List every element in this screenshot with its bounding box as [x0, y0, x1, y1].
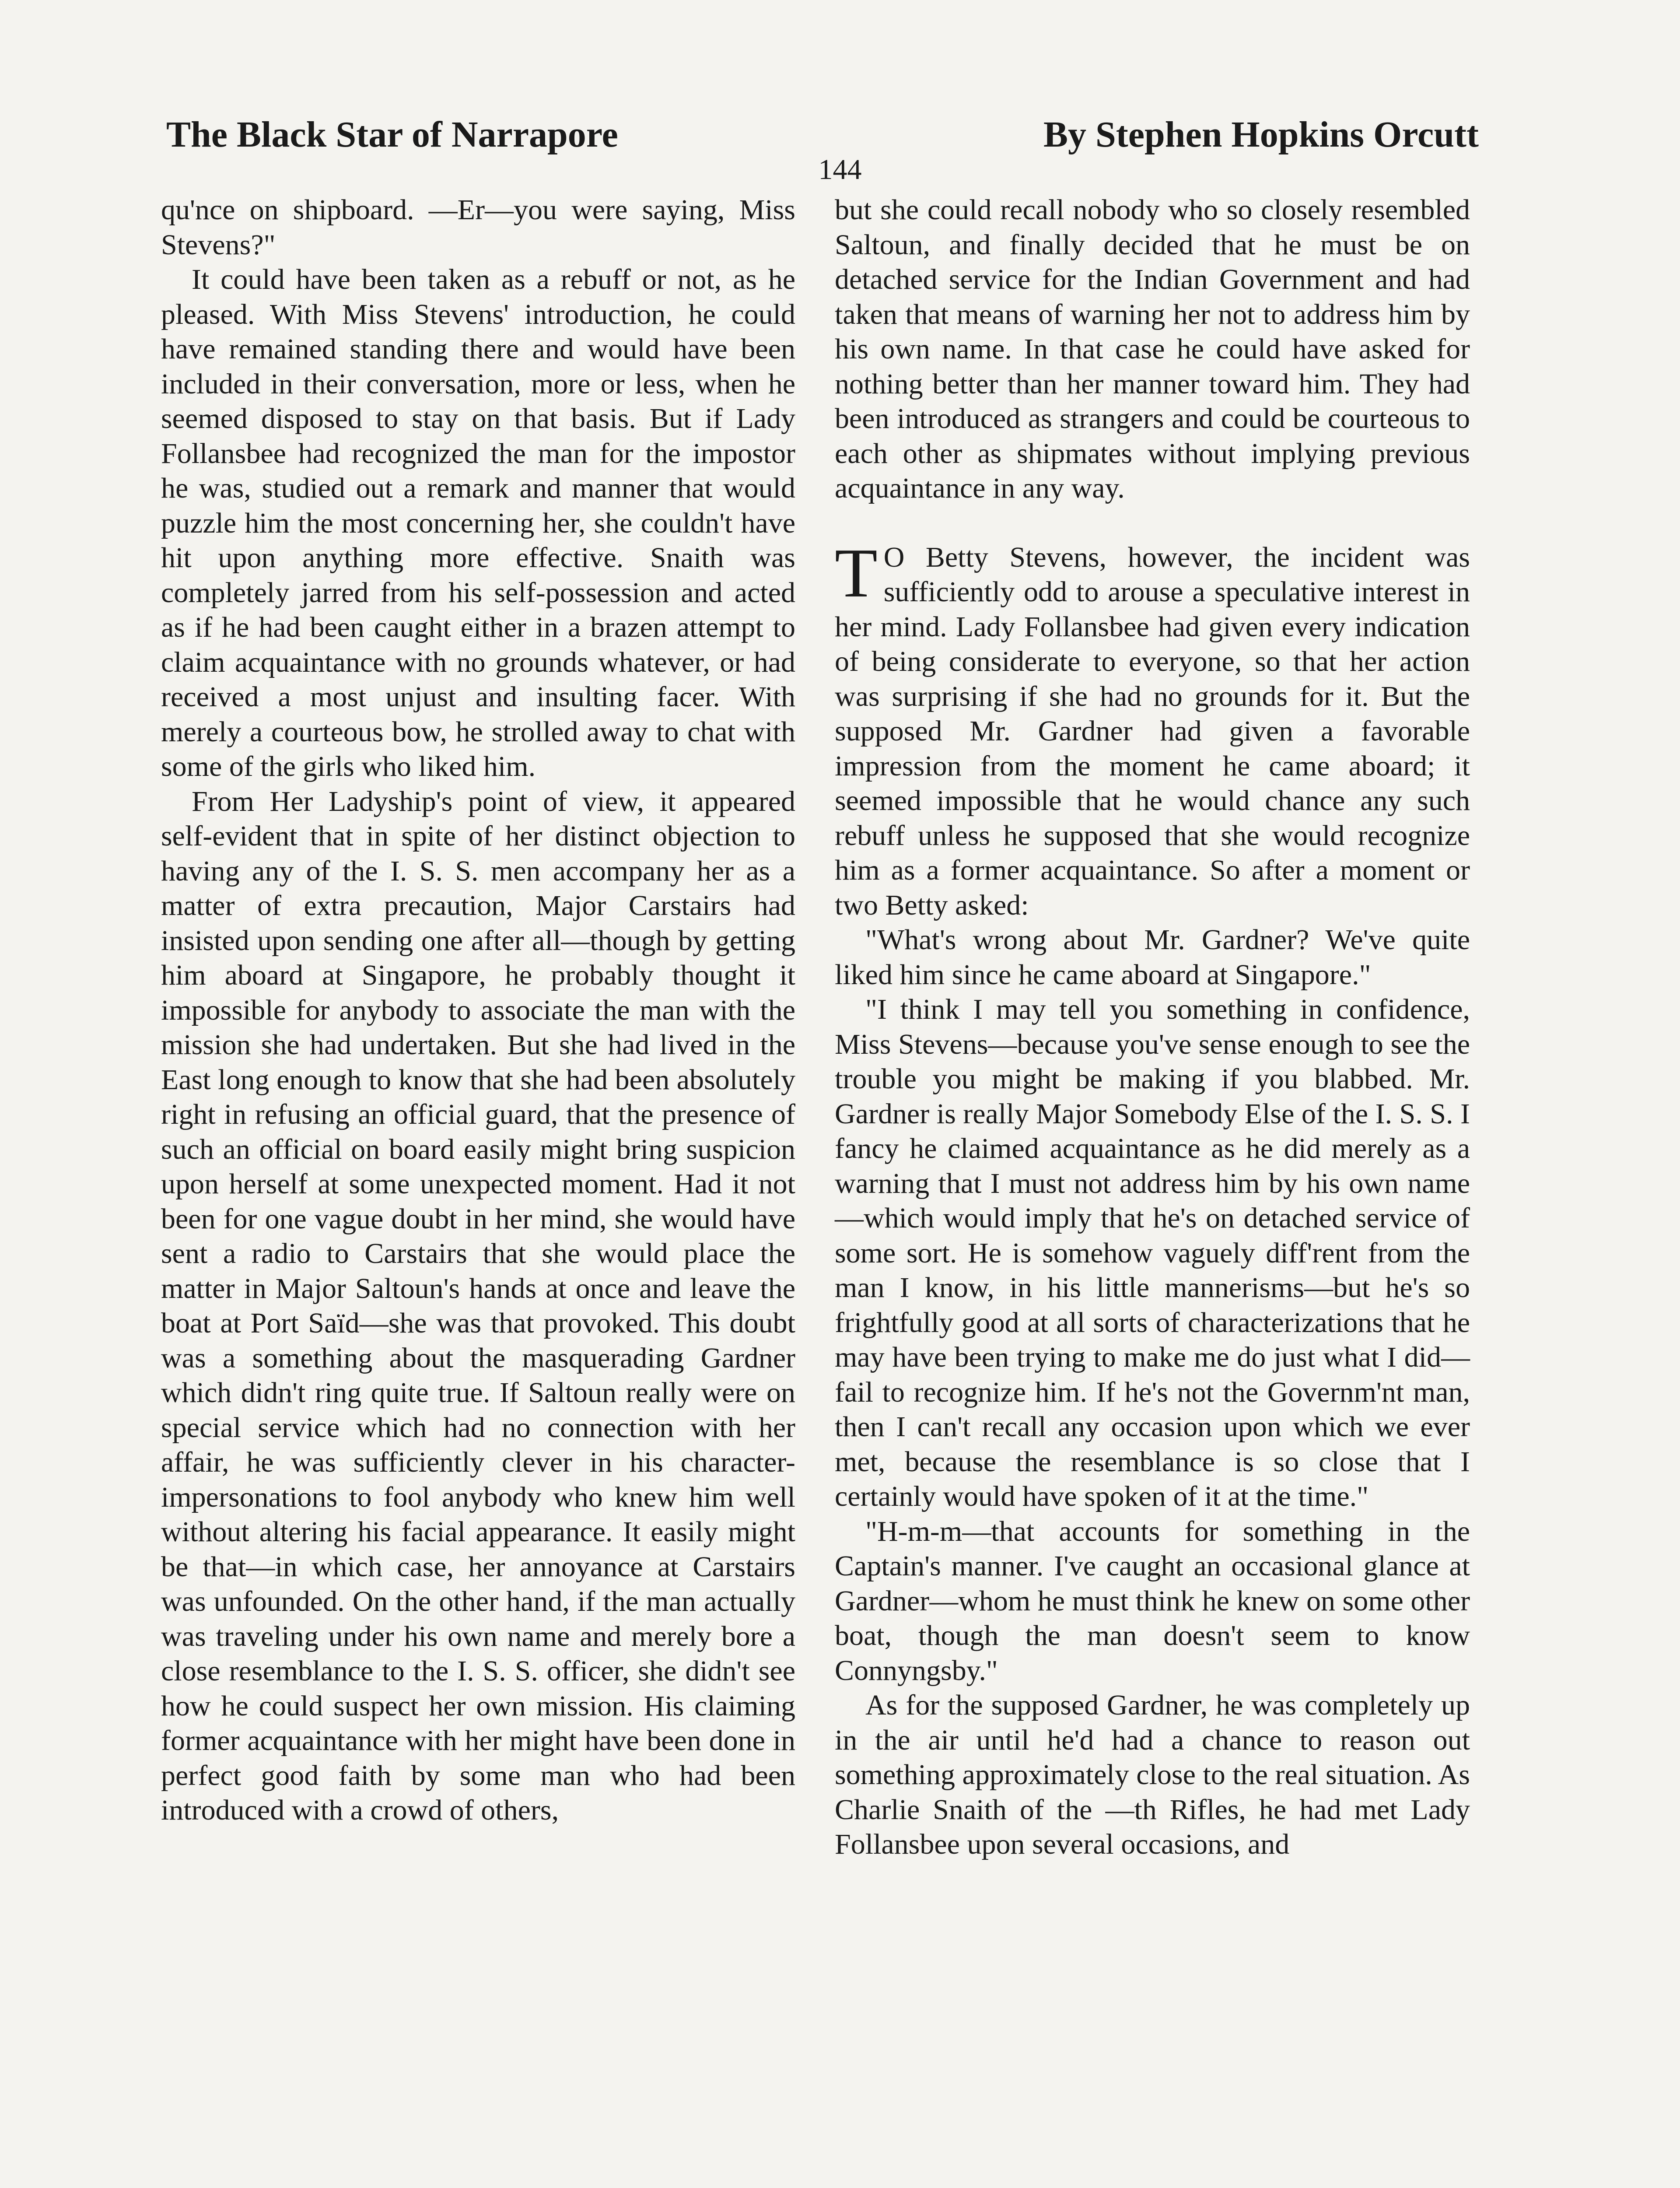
paragraph: O Betty Stevens, however, the incident was sufficiently odd to arouse a speculative interest in her mind. Lady Follansbee had given every indication of being considerate to everyone, so that her action was surprising if she had no grounds for it. But the supposed Mr. Gardner had given a favorable impression from the moment he came aboard; it seemed impossible that he would chance any such rebuff unless he supposed that she would recognize him as a former acquaintance. So after a moment or two Betty asked: [835, 541, 1470, 921]
page-number: 144 [818, 154, 862, 186]
story-title: The Black Star of Narrapore [166, 114, 618, 155]
paragraph: "I think I may tell you something in confidence, Miss Stevens—because you've sense enough to see the trouble you might be making if you blabbed. Mr. Gardner is really Major Somebody Else of the I. S. S. I fancy he claimed acquaintance as he did merely as a warning that I must not address him by his own name—which would imply that he's on detached service of some sort. He is somehow vaguely diff'rent from the man I know, in his little mannerisms—but he's so frightfully good at all sorts of characterizations that he may have been trying to make me do just what I did—fail to recognize him. If he's not the Governm'nt man, then I can't recall any occasion upon which we ever met, because the resemblance is so close that I certainly would have spoken of it at the time." [835, 993, 1470, 1512]
paragraph: "H-m-m—that accounts for something in the Captain's manner. I've caught an occasional glance at Gardner—whom he must think he knew on some other boat, though the man doesn't seem to know Connyngsby." [835, 1515, 1470, 1687]
paragraph: but she could recall nobody who so closely resembled Saltoun, and finally decided that he must be on detached service for the Indian Government and had taken that means of warning her not to address him by his own name. In that case he could have asked for nothing better than her manner toward him. They had been introduced as strangers and could be courteous to each other as shipmates without implying previous acquaintance in any way. [835, 194, 1470, 504]
left-column [161, 193, 795, 1828]
paragraph: qu'nce on shipboard. —Er—you were saying, Miss Stevens?" [161, 194, 795, 261]
right-column [835, 193, 1470, 1862]
paragraph: From Her Ladyship's point of view, it appeared self-evident that in spite of her distinct objection to having any of the I. S. S. men accompany her as a matter of extra precaution, Major Carstairs had insisted upon sending one after all—though by getting him aboard at Singapore, he probably thought it impossible for anybody to associate the man with the mission she had undertaken. But she had lived in the East long enough to know that she had been absolutely right in refusing an official guard, that the presence of such an official on board easily might bring suspicion upon herself at some unexpected moment. Had it not been for one vague doubt in her mind, she would have sent a radio to Carstairs that she would place the matter in Major Saltoun's hands at once and leave the boat at Port Saïd—she was that provoked. This doubt was a something about the masquerading Gardner which didn't ring quite true. If Saltoun really were on special service which had no connection with her affair, he was sufficiently clever in his character-impersonations to fool anybody who knew him well without altering his facial appearance. It easily might be that—in which case, her annoyance at Carstairs was unfounded. On the other hand, if the man actually was traveling under his own name and merely bore a close resemblance to the I. S. S. officer, she didn't see how he could suspect her own mission. His claiming former acquaintance with her might have been done in perfect good faith by some man who had been introduced with a crowd of others, [161, 785, 795, 1826]
dropcap-paragraph [835, 533, 1470, 923]
paragraph: It could have been taken as a rebuff or not, as he pleased. With Miss Stevens' introduction, he could have remained standing there and would have been included in their conversation, more or less, when he seemed disposed to stay on that basis. But if Lady Follansbee had recognized the man for the impostor he was, studied out a remark and manner that would puzzle him the most concerning her, she couldn't have hit upon anything more effective. Snaith was completely jarred from his self-possession and acted as if he had been caught either in a brazen attempt to claim acquaintance with no grounds whatever, or had received a most unjust and insulting facer. With merely a courteous bow, he strolled away to chat with some of the girls who liked him. [161, 263, 795, 782]
story-author: By Stephen Hopkins Orcutt [1043, 114, 1479, 155]
drop-cap: T [835, 533, 878, 612]
paragraph: As for the supposed Gardner, he was completely up in the air until he'd had a chance to reason out something approximately close to the real situation. As Charlie Snaith of the —th Rifles, he had met Lady Follansbee upon several occasions, and [835, 1689, 1470, 1860]
paragraph: "What's wrong about Mr. Gardner? We've quite liked him since he came aboard at Singapore." [835, 924, 1470, 991]
